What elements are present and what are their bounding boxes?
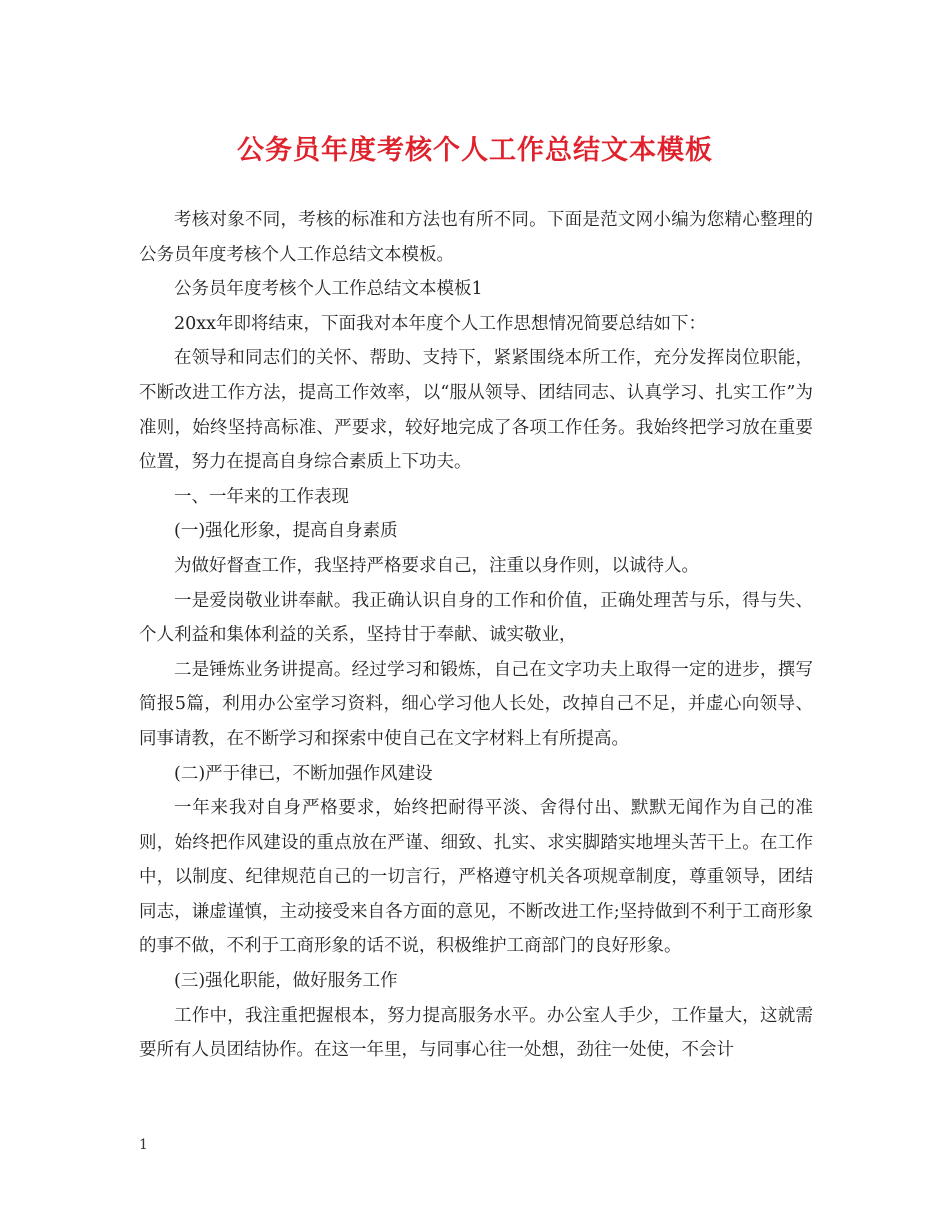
page-number: 1	[139, 1137, 148, 1153]
subsection-heading-3: (三)强化职能，做好服务工作	[174, 971, 398, 992]
paragraph-overview: 在领导和同志们的关怀、帮助、支持下，紧紧围绕本所工作，充分发挥岗位职能，不断改进工作方法，提高工作效率，以“服从领导、团结同志、认真学习、扎实工作”为准则，始终坚持高标准、严要求，较好地完成了各项工作任务。我始终把学习放在重要位置，努力在提高自身综合素质上下功夫。	[139, 348, 813, 473]
subsection-heading-2: (二)严于律已，不断加强作风建设	[174, 763, 433, 784]
paragraph-conduct: 一年来我对自身严格要求，始终把耐得平淡、舍得付出、默默无闻作为自己的准则，始终把作风建设的重点放在严谨、细致、扎实、求实脚踏实地埋头苦干上。在工作中，以制度、纪律规范自己的一切言行，严格遵守机关各项规章制度，尊重领导，团结同志，谦虚谨慎，主动接受来自各方面的意见，不断改进工作;坚持做到不利于工商形象的事不做，不利于工商形象的话不说，积极维护工商部门的良好形象。	[139, 798, 813, 957]
paragraph-point-two: 二是锤炼业务讲提高。经过学习和锻炼，自己在文字功夫上取得一定的进步，撰写简报5篇，利用办公室学习资料，细心学习他人长处，改掉自己不足，并虚心向领导、同事请教，在不断学习和探索中使自己在文字材料上有所提高。	[139, 659, 813, 749]
paragraph-point-one: 一是爱岗敬业讲奉献。我正确认识自身的工作和价值，正确处理苦与乐，得与失、个人利益和集体利益的关系，坚持甘于奉献、诚实敬业，	[139, 590, 813, 646]
document-body	[139, 203, 813, 1068]
paragraph-service: 工作中，我注重把握根本，努力提高服务水平。办公室人手少，工作量大，这就需要所有人员团结协作。在这一年里，与同事心往一处想，劲往一处使，不会计	[139, 1005, 813, 1061]
section-heading-work-performance: 一、一年来的工作表现	[174, 486, 349, 507]
paragraph-supervision: 为做好督查工作，我坚持严格要求自己，注重以身作则，以诚待人。	[174, 555, 699, 576]
document-title: 公务员年度考核个人工作总结文本模板	[237, 135, 713, 166]
subsection-heading-1: (一)强化形象，提高自身素质	[174, 521, 398, 542]
paragraph-template-heading: 公务员年度考核个人工作总结文本模板1	[174, 279, 483, 300]
paragraph-intro: 考核对象不同，考核的标准和方法也有所不同。下面是范文网小编为您精心整理的公务员年度考核个人工作总结文本模板。	[139, 210, 813, 265]
paragraph-opening: 20xx年即将结束，下面我对本年度个人工作思想情况简要总结如下：	[174, 313, 707, 334]
